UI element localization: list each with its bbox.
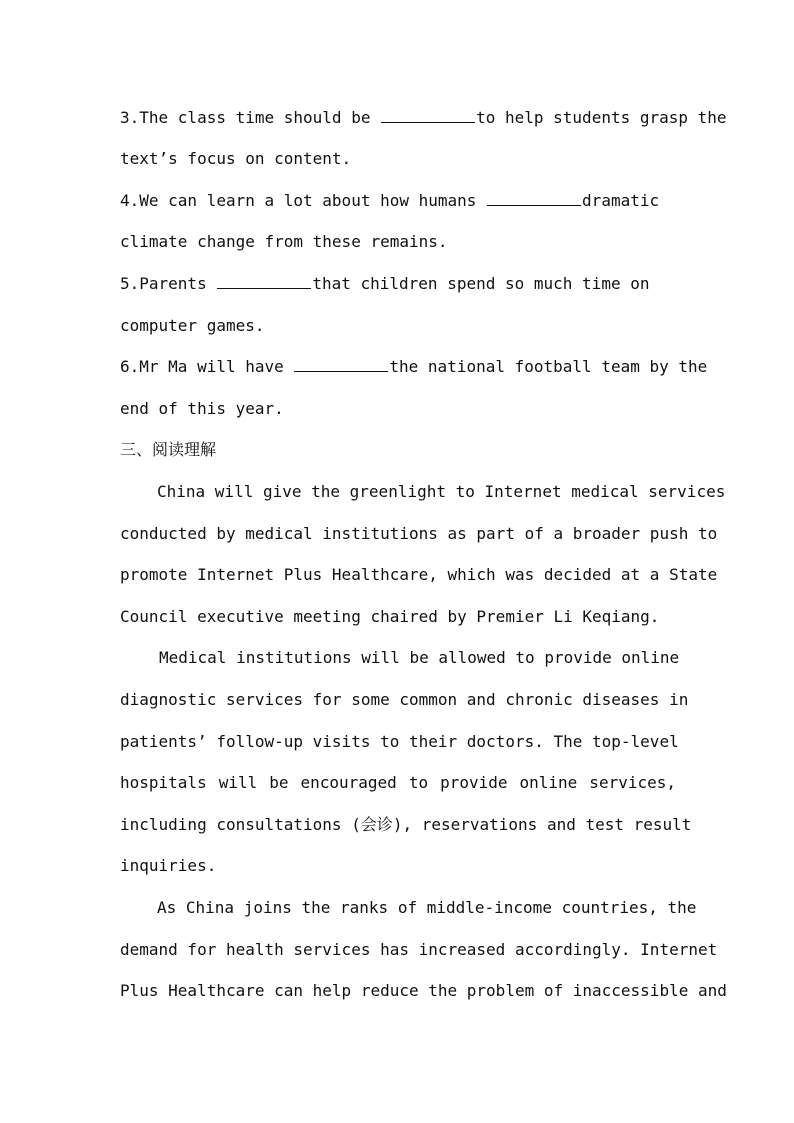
question-5-line-2: computer games. bbox=[120, 316, 265, 335]
question-4-blank[interactable] bbox=[487, 191, 581, 206]
question-6-blank[interactable] bbox=[294, 357, 388, 372]
passage-p3-line-3: Plus Healthcare can help reduce the problem of inaccessible and bbox=[120, 981, 727, 1000]
question-3-text-after: to help students grasp the bbox=[476, 108, 727, 127]
passage-p1-line-3: promote Internet Plus Healthcare, which was decided at a State bbox=[120, 565, 718, 584]
passage-p1-line-4: Council executive meeting chaired by Premier Li Keqiang. bbox=[120, 607, 660, 626]
question-4-line-1 bbox=[120, 190, 660, 212]
passage-p2-line-3: patients’ follow-up visits to their doctors. The top-level bbox=[120, 732, 679, 751]
question-6-line-1 bbox=[120, 356, 708, 378]
question-4-line-2: climate change from these remains. bbox=[120, 232, 448, 251]
section-heading-reading: 三、阅读理解 bbox=[120, 440, 217, 459]
passage-p2-line-5: including consultations (会诊), reservations and test result bbox=[120, 815, 692, 834]
question-4-text-before: 4.We can learn a lot about how humans bbox=[120, 191, 487, 210]
passage-p2-line-6: inquiries. bbox=[120, 856, 217, 875]
question-3-blank[interactable] bbox=[381, 108, 475, 123]
question-5-line-1 bbox=[120, 273, 650, 295]
question-5-blank[interactable] bbox=[217, 274, 311, 289]
question-5-text-after: that children spend so much time on bbox=[312, 274, 650, 293]
passage-p2-line-1: Medical institutions will be allowed to provide online bbox=[159, 648, 680, 667]
passage-p1-line-2: conducted by medical institutions as part of a broader push to bbox=[120, 524, 718, 543]
question-3-text-before: 3.The class time should be bbox=[120, 108, 381, 127]
question-3-line-2: text’s focus on content. bbox=[120, 149, 352, 168]
passage-p2-line-2: diagnostic services for some common and chronic diseases in bbox=[120, 690, 689, 709]
question-6-line-2: end of this year. bbox=[120, 399, 284, 418]
question-3-line-1 bbox=[120, 107, 727, 129]
question-6-text-after: the national football team by the bbox=[389, 357, 708, 376]
passage-p3-line-2: demand for health services has increased accordingly. Internet bbox=[120, 940, 718, 959]
question-4-text-after: dramatic bbox=[582, 191, 660, 210]
passage-p2-line-4: hospitals will be encouraged to provide online services, bbox=[120, 773, 676, 792]
passage-p1-line-1: China will give the greenlight to Internet medical services bbox=[157, 482, 726, 501]
passage-p3-line-1: As China joins the ranks of middle-income countries, the bbox=[157, 898, 697, 917]
question-6-text-before: 6.Mr Ma will have bbox=[120, 357, 294, 376]
question-5-text-before: 5.Parents bbox=[120, 274, 217, 293]
